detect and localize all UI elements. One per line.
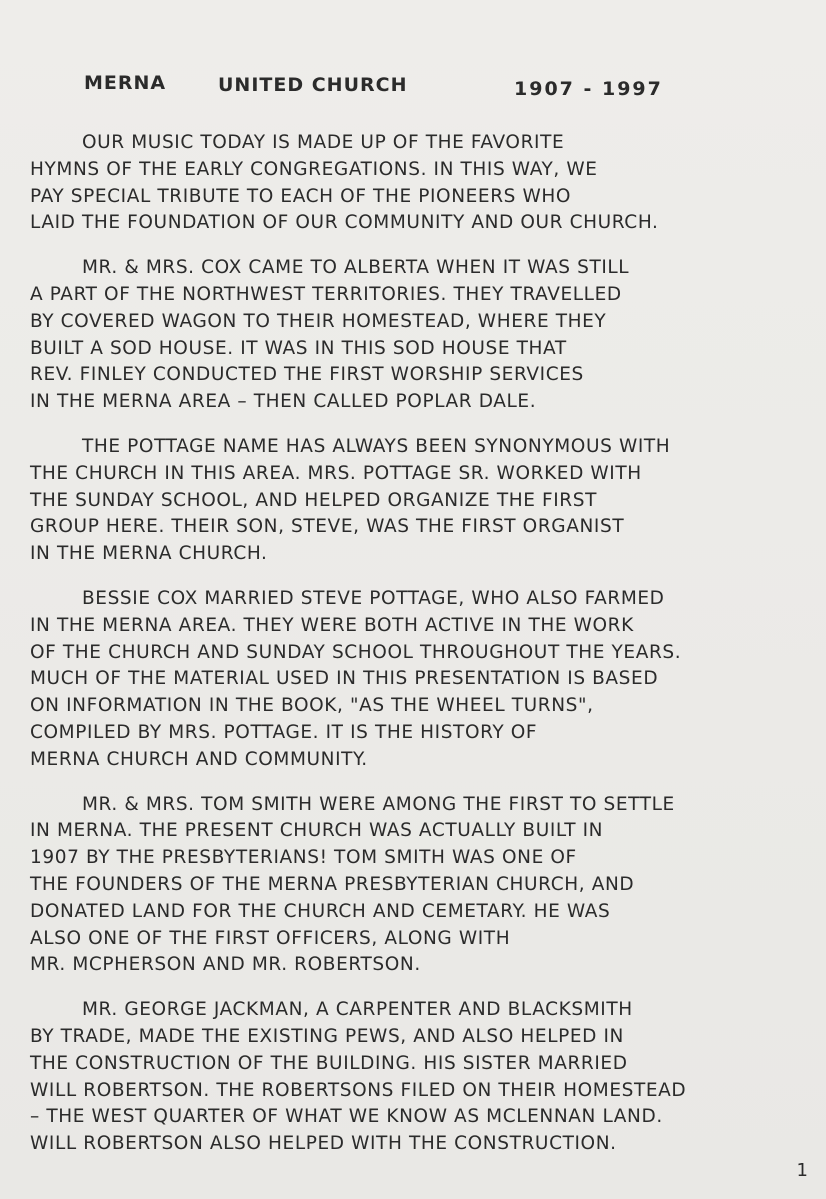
page-number: 1 <box>796 1160 808 1181</box>
text-line: MUCH OF THE MATERIAL USED IN THIS PRESENTATION IS BASED <box>30 668 659 690</box>
text-line: MR. & MRS. COX CAME TO ALBERTA WHEN IT WAS STILL <box>82 257 630 279</box>
paragraph-music <box>30 130 800 237</box>
paragraph-cox <box>30 255 800 416</box>
text-line: IN THE MERNA AREA. THEY WERE BOTH ACTIVE IN THE WORK <box>30 614 634 636</box>
text-line: A PART OF THE NORTHWEST TERRITORIES. THEY TRAVELLED <box>30 283 622 305</box>
text-line: REV. FINLEY CONDUCTED THE FIRST WORSHIP SERVICES <box>30 364 584 386</box>
text-line: COMPILED BY MRS. POTTAGE. IT IS THE HISTORY OF <box>30 721 538 743</box>
header-church-name: MERNA <box>84 72 167 94</box>
text-line: HYMNS OF THE EARLY CONGREGATIONS. IN THIS WAY, WE <box>30 158 598 180</box>
header-years: 1907 - 1997 <box>514 78 663 100</box>
text-line: IN MERNA. THE PRESENT CHURCH WAS ACTUALLY BUILT IN <box>30 820 604 842</box>
text-line: BY TRADE, MADE THE EXISTING PEWS, AND ALSO HELPED IN <box>30 1025 624 1047</box>
text-line: WILL ROBERTSON ALSO HELPED WITH THE CONSTRUCTION. <box>30 1133 617 1155</box>
text-line: THE CHURCH IN THIS AREA. MRS. POTTAGE SR. WORKED WITH <box>30 462 642 484</box>
text-line: BY COVERED WAGON TO THEIR HOMESTEAD, WHERE THEY <box>30 310 607 332</box>
paragraph-smith <box>30 792 800 980</box>
text-line: THE POTTAGE NAME HAS ALWAYS BEEN SYNONYMOUS WITH <box>82 435 671 457</box>
paragraph-bessie <box>30 586 800 774</box>
text-line: THE FOUNDERS OF THE MERNA PRESBYTERIAN CHURCH, AND <box>30 873 635 895</box>
paragraph-pottage <box>30 434 800 568</box>
text-line: DONATED LAND FOR THE CHURCH AND CEMETARY. HE WAS <box>30 900 611 922</box>
text-line: IN THE MERNA CHURCH. <box>30 543 268 565</box>
text-line: PAY SPECIAL TRIBUTE TO EACH OF THE PIONEERS WHO <box>30 185 572 207</box>
document-header <box>84 72 704 102</box>
text-line: BESSIE COX MARRIED STEVE POTTAGE, WHO ALSO FARMED <box>82 587 665 609</box>
text-line: THE SUNDAY SCHOOL, AND HELPED ORGANIZE THE FIRST <box>30 489 598 511</box>
text-line: BUILT A SOD HOUSE. IT WAS IN THIS SOD HOUSE THAT <box>30 337 567 359</box>
text-line: LAID THE FOUNDATION OF OUR COMMUNITY AND OUR CHURCH. <box>30 212 659 234</box>
text-line: ON INFORMATION IN THE BOOK, "AS THE WHEEL TURNS", <box>30 695 594 717</box>
text-line: GROUP HERE. THEIR SON, STEVE, WAS THE FIRST ORGANIST <box>30 516 625 538</box>
text-line: – THE WEST QUARTER OF WHAT WE KNOW AS MCLENNAN LAND. <box>30 1106 663 1128</box>
header-church-name-rest: UNITED CHURCH <box>218 74 408 96</box>
text-line: THE CONSTRUCTION OF THE BUILDING. HIS SISTER MARRIED <box>30 1052 628 1074</box>
text-line: MR. MCPHERSON AND MR. ROBERTSON. <box>30 954 421 976</box>
text-line: MR. & MRS. TOM SMITH WERE AMONG THE FIRST TO SETTLE <box>82 793 675 815</box>
text-line: OF THE CHURCH AND SUNDAY SCHOOL THROUGHOUT THE YEARS. <box>30 641 682 663</box>
text-line: ALSO ONE OF THE FIRST OFFICERS, ALONG WITH <box>30 927 511 949</box>
paragraph-jackman <box>30 997 800 1158</box>
text-line: IN THE MERNA AREA – THEN CALLED POPLAR DALE. <box>30 391 537 413</box>
text-line: MERNA CHURCH AND COMMUNITY. <box>30 748 368 770</box>
text-line: 1907 BY THE PRESBYTERIANS! TOM SMITH WAS ONE OF <box>30 847 577 869</box>
text-line: MR. GEORGE JACKMAN, A CARPENTER AND BLACKSMITH <box>82 999 633 1021</box>
text-line: OUR MUSIC TODAY IS MADE UP OF THE FAVORITE <box>82 132 565 153</box>
document-body <box>30 130 800 1176</box>
text-line: WILL ROBERTSON. THE ROBERTSONS FILED ON THEIR HOMESTEAD <box>30 1079 687 1101</box>
